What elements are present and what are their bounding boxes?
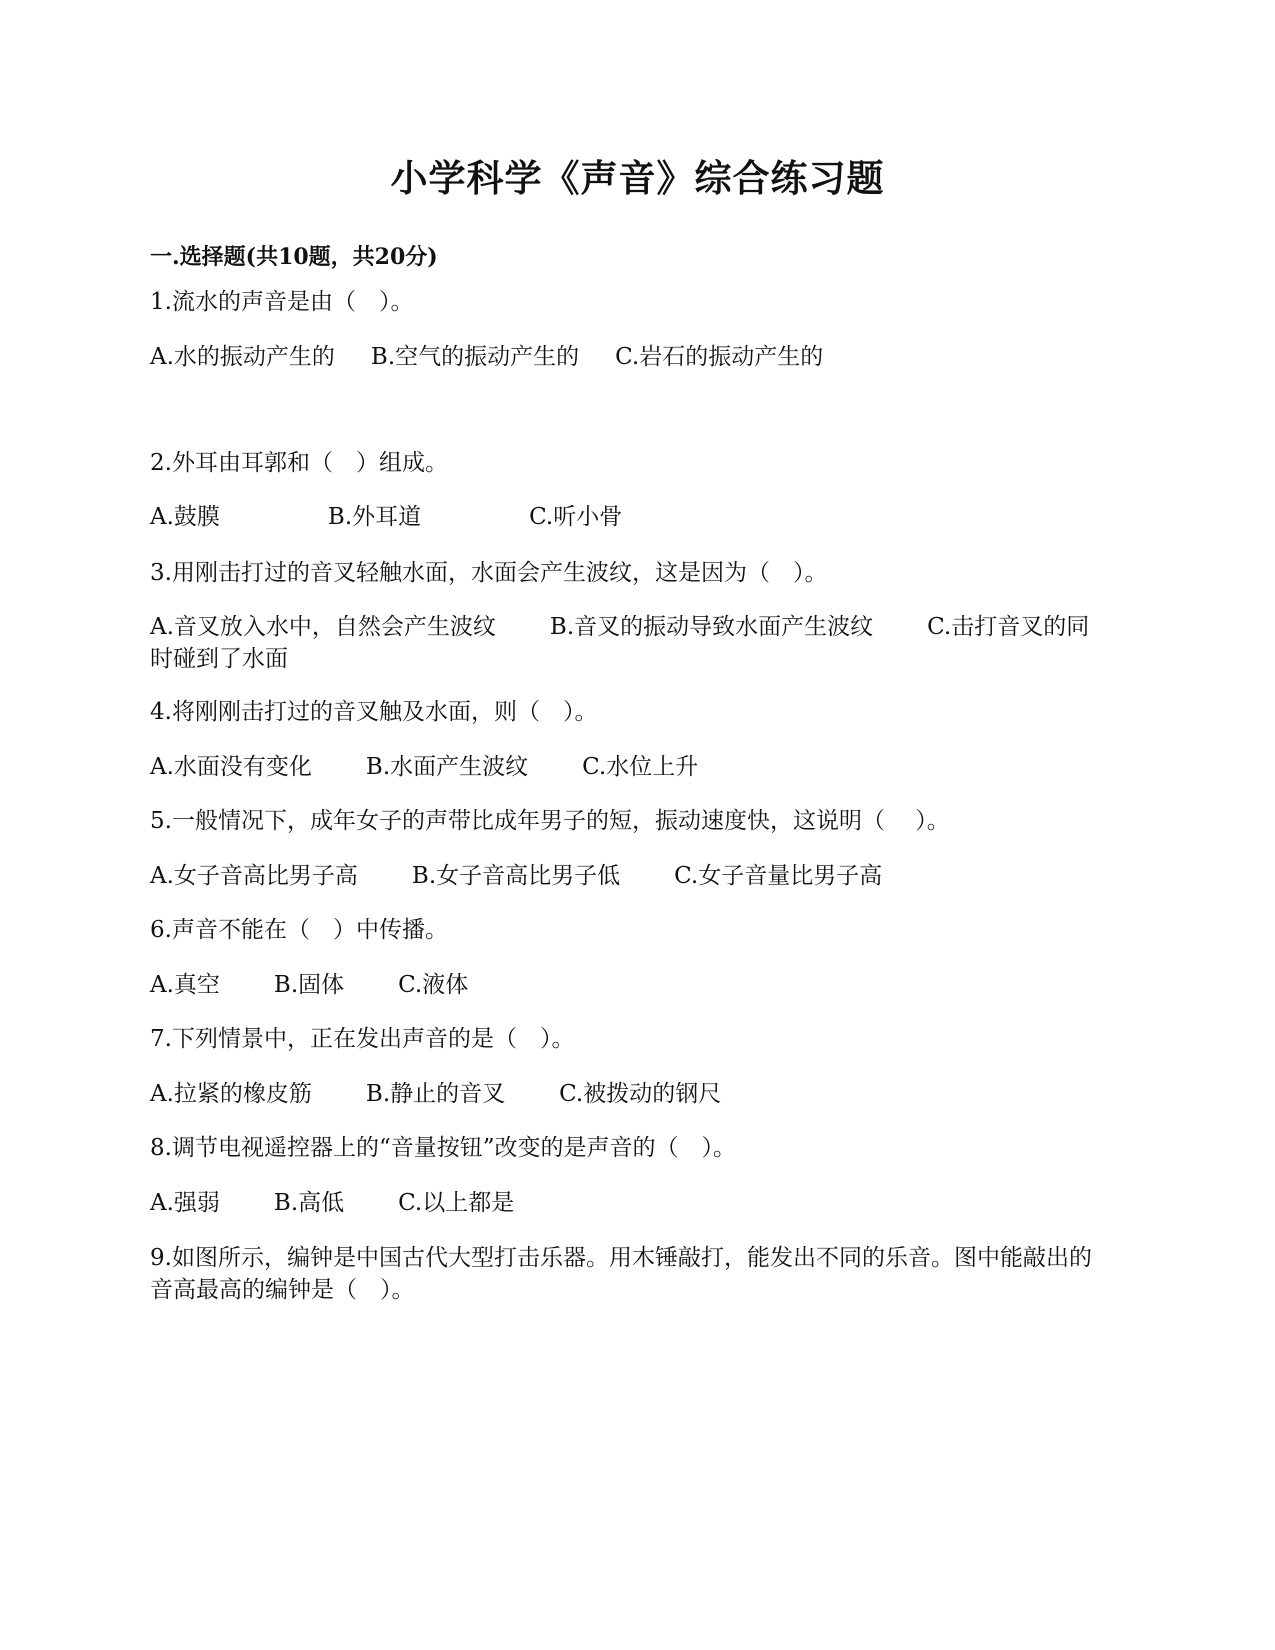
option-2-a: A.鼓膜 [150, 504, 220, 530]
question-options-7 [150, 1078, 721, 1110]
option-4-c: C.水位上升 [582, 754, 699, 780]
option-5-c: C.女子音量比男子高 [674, 863, 883, 889]
option-3-b: B.音叉的振动导致水面产生波纹 [549, 614, 874, 640]
option-3-c: C.击打音叉的同时碰到了水面 [150, 614, 1090, 672]
option-8-a: A.强弱 [150, 1190, 220, 1216]
question-stem-1: 1.流水的声音是由（ ）。 [150, 289, 414, 315]
question-stem-3: 3.用刚击打过的音叉轻触水面，水面会产生波纹，这是因为（ ）。 [150, 560, 828, 586]
option-4-b: B.水面产生波纹 [365, 754, 529, 780]
section-heading: 一.选择题(共10题，共20分) [150, 244, 438, 270]
question-stem-4: 4.将刚刚击打过的音叉触及水面，则（ ）。 [150, 699, 598, 725]
question-stem-9: 9.如图所示，编钟是中国古代大型打击乐器。用木锤敲打，能发出不同的乐音。图中能敲出的音高最高的编钟是（ ）。 [150, 1245, 1092, 1303]
option-5-b: B.女子音高比男子低 [411, 863, 621, 889]
option-2-b: B.外耳道 [327, 504, 422, 530]
question-stem-2: 2.外耳由耳郭和（ ）组成。 [150, 450, 448, 476]
question-options-6 [150, 969, 468, 1001]
option-8-c: C.以上都是 [398, 1190, 515, 1216]
question-stem-6: 6.声音不能在（ ）中传播。 [150, 917, 448, 943]
question-stem-8: 8.调节电视遥控器上的“音量按钮”改变的是声音的（ ）。 [150, 1135, 736, 1161]
question-stem-5: 5.一般情况下，成年女子的声带比成年男子的短，振动速度快，这说明（ ）。 [150, 808, 950, 834]
option-7-c: C.被拨动的钢尺 [559, 1081, 722, 1107]
option-1-c: C.岩石的振动产生的 [615, 344, 824, 370]
option-6-c: C.液体 [398, 972, 469, 998]
option-6-a: A.真空 [150, 972, 220, 998]
question-options-5 [150, 860, 882, 892]
option-4-a: A.水面没有变化 [150, 754, 312, 780]
option-8-b: B.高低 [273, 1190, 345, 1216]
question-stem-7: 7.下列情景中，正在发出声音的是（ ）。 [150, 1026, 575, 1052]
page-title: 小学科学《声音》综合练习题 [390, 156, 885, 200]
option-5-a: A.女子音高比男子高 [150, 863, 358, 889]
option-1-b: B.空气的振动产生的 [370, 344, 580, 370]
option-6-b: B.固体 [273, 972, 345, 998]
question-options-4 [150, 751, 698, 783]
option-3-a: A.音叉放入水中，自然会产生波纹 [150, 614, 496, 640]
question-options-8 [150, 1187, 514, 1219]
option-7-a: A.拉紧的橡皮筋 [150, 1081, 312, 1107]
question-options-1 [150, 341, 823, 373]
question-options-3 [150, 611, 1110, 675]
option-7-b: B.静止的音叉 [365, 1081, 506, 1107]
option-1-a: A.水的振动产生的 [150, 344, 335, 370]
option-2-c: C.听小骨 [529, 504, 623, 530]
question-options-2 [150, 501, 622, 533]
